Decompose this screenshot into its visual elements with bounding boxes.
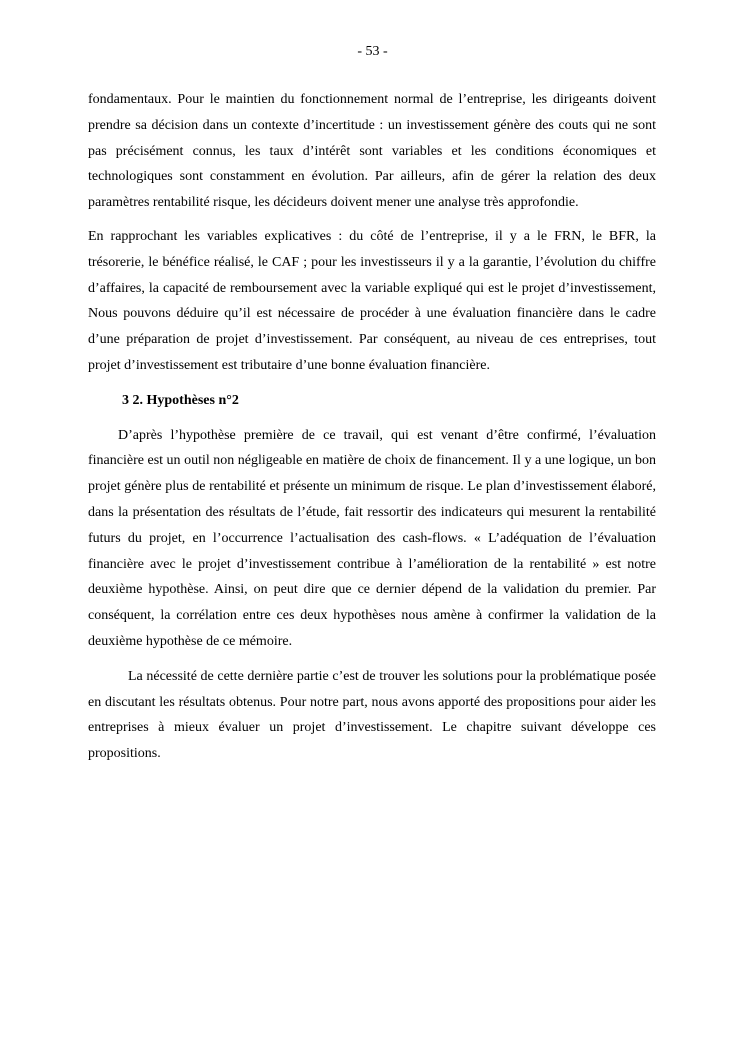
- paragraph-conclusion: La nécessité de cette dernière partie c’est de trouver les solutions pour la problématique posée en discutant les résultats obtenus. Pour notre part, nous avons apporté des propositions pour aider les entreprises à mieux évaluer un projet d’investissement. Le chapitre suivant développe ces propositions.: [88, 668, 656, 762]
- paragraph-hypothese-premiere: D’après l’hypothèse première de ce travail, qui est venant d’être confirmé, l’évaluation financière est un outil non négligeable en matière de choix de financement. Il y a une logique, un bon projet génère plus de rentabilité et présente un minimum de risque. Le plan d’investissement élaboré, dans la présentation des résultats de l’étude, fait ressortir des indicateurs qui mesurent la rentabilité futurs du projet, en l’occurrence l’actualisation des cash-flows. « L’adéquation de l’évaluation financière avec le projet d’investissement contribue à l’amélioration de la rentabilité » est notre deuxième hypothèse. Ainsi, on peut dire que ce dernier dépend de la validation du premier. Par conséquent, la corrélation entre ces deux hypothèses nous amène à confirmer la validation de la deuxième hypothèse de ce mémoire.: [88, 427, 656, 649]
- paragraph-fondamentaux: fondamentaux. Pour le maintien du fonctionnement normal de l’entreprise, les dirigeants doivent prendre sa décision dans un contexte d’incertitude : un investissement génère des couts qui ne sont pas précisément connus, les taux d’intérêt sont variables et les conditions économiques et technologiques sont constamment en évolution. Par ailleurs, afin de gérer la relation des deux paramètres rentabilité risque, les décideurs doivent mener une analyse très approfondie.: [88, 92, 656, 211]
- page-number: - 53 -: [357, 44, 388, 59]
- section-heading: 3 2. Hypothèses n°2: [122, 392, 239, 408]
- document-body: [88, 87, 656, 767]
- paragraph-variables-explicatives: En rapprochant les variables explicatives : du côté de l’entreprise, il y a le FRN, le BFR, la trésorerie, le bénéfice réalisé, le CAF ; pour les investisseurs il y a la garantie, l’évolution du chiffre d’affaires, la capacité de remboursement avec la variable expliqué qui est le projet d’investissement, Nous pouvons déduire qu’il est nécessaire de procéder à une évaluation financière dans le cadre d’une préparation de projet d’investissement. Par conséquent, au niveau de ces entreprises, tout projet d’investissement est tributaire d’une bonne évaluation financière.: [88, 228, 656, 373]
